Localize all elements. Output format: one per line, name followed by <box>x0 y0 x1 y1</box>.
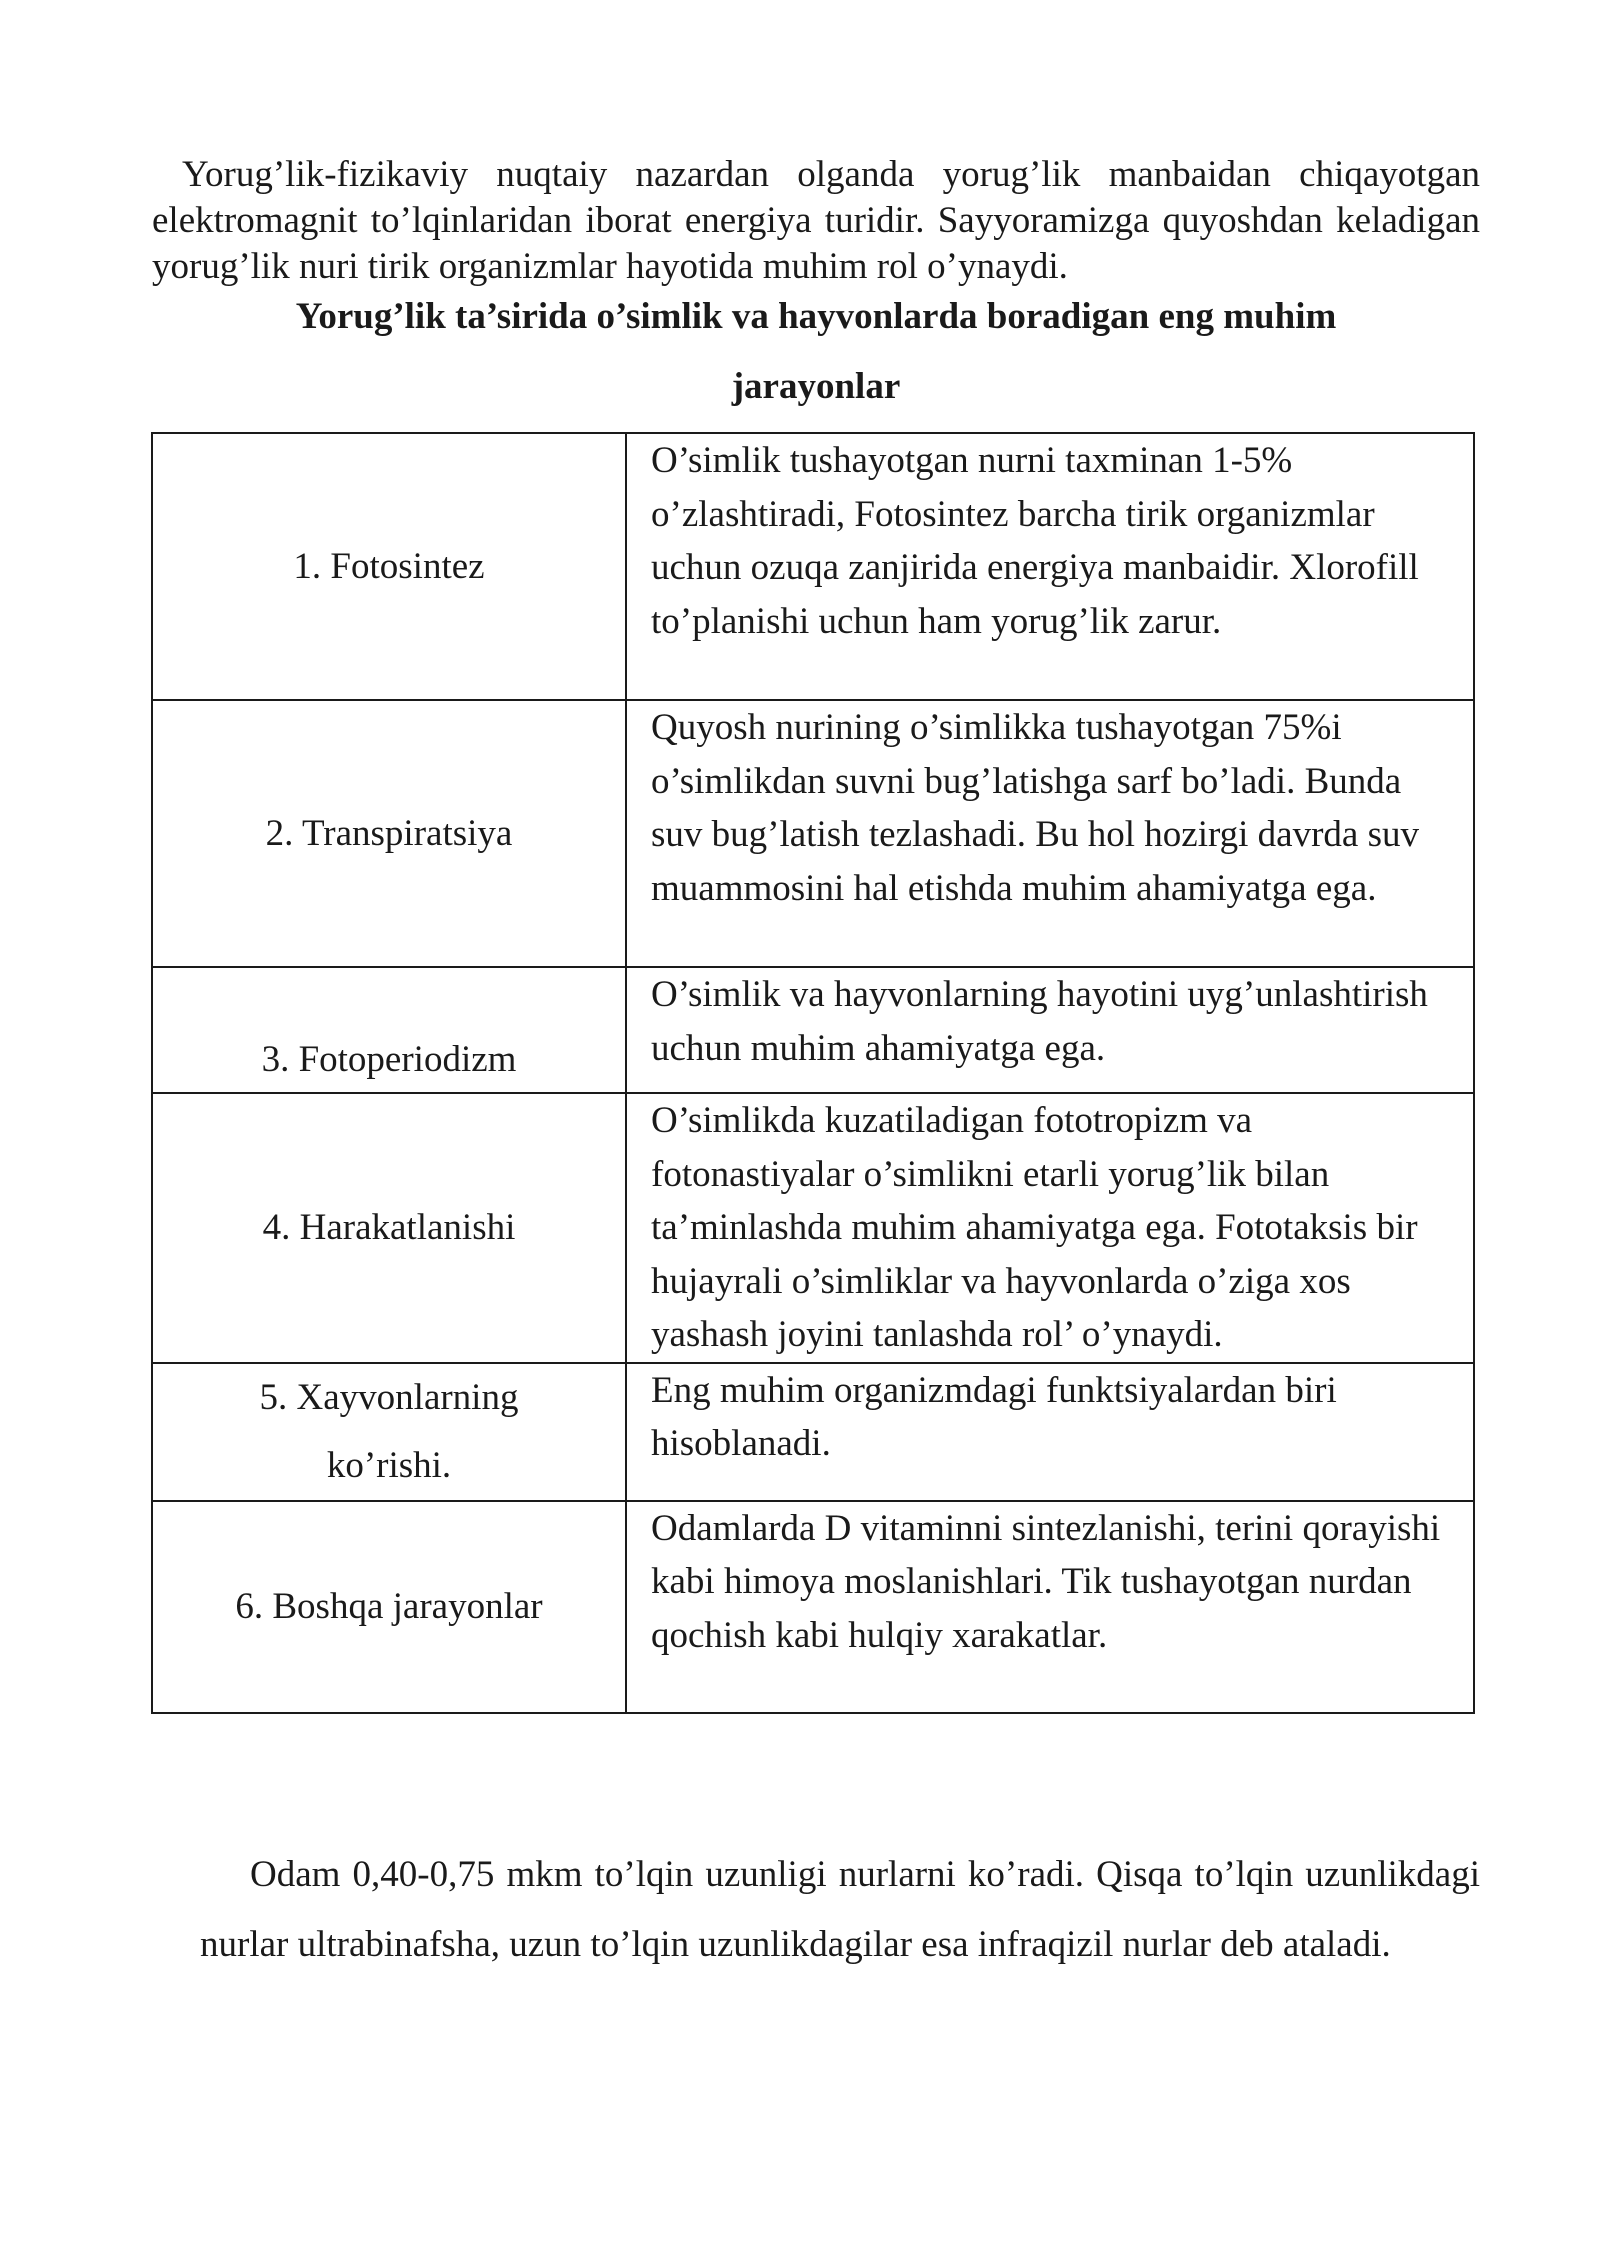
process-description: Quyosh nurining o’simlikka tushayotgan 75%i o’simlikdan suvni bug’latishga sarf bo’ladi. Bunda suv bug’latish tezlashadi. Bu hol hozirgi davrda suv muammosini hal etishda muhim ahamiyatga ega. <box>626 700 1474 967</box>
table-row <box>152 433 1474 700</box>
process-description: O’simlikda kuzatiladigan fototropizm va fotonastiyalar o’simlikni etarli yorug’lik bilan ta’minlashda muhim ahamiyatga ega. Fototaksis bir hujayrali o’simliklar va hayvonlarda o’ziga xos yashash joyini tanlashda rol’ o’ynaydi. <box>626 1093 1474 1363</box>
table-row <box>152 700 1474 967</box>
table-row <box>152 1501 1474 1713</box>
process-name: 4. Harakatlanishi <box>152 1093 626 1363</box>
process-name <box>152 1363 626 1501</box>
intro-paragraph: Yorug’lik-fizikaviy nuqtaiy nazardan olganda yorug’lik manbaidan chiqayotgan elektromagnit to’lqinlaridan iborat energiya turidir. Sayyoramizga quyoshdan keladigan yorug’lik nuri tirik organizmlar hayotida muhim rol o’ynaydi. <box>152 154 1480 287</box>
process-name-line1: 5. Xayvonlarning <box>259 1376 519 1418</box>
process-description: Eng muhim organizmdagi funktsiyalardan biri hisoblanadi. <box>626 1363 1474 1501</box>
process-name: 6. Boshqa jarayonlar <box>152 1501 626 1713</box>
process-description: O’simlik tushayotgan nurni taxminan 1-5% o’zlashtiradi, Fotosintez barcha tirik organizmlar uchun ozuqa zanjirida energiya manbaidir. Xlorofill to’planishi uchun ham yorug’lik zarur. <box>626 433 1474 700</box>
table-heading-line1: Yorug’lik ta’sirida o’simlik va hayvonlarda boradigan eng muhim <box>295 296 1337 337</box>
process-name-line2: ko’rishi. <box>326 1444 452 1486</box>
table-heading-line2: jarayonlar <box>731 366 901 407</box>
table-row <box>152 1093 1474 1363</box>
process-name: 1. Fotosintez <box>152 433 626 700</box>
process-description: Odamlarda D vitaminni sintezlanishi, terini qorayishi kabi himoya moslanishlari. Tik tushayotgan nurdan qochish kabi hulqiy xarakatlar. <box>626 1501 1474 1713</box>
process-name: 2. Transpiratsiya <box>152 700 626 967</box>
table-row <box>152 1363 1474 1501</box>
outro-paragraph: Odam 0,40-0,75 mkm to’lqin uzunligi nurlarni ko’radi. Qisqa to’lqin uzunlikdagi nurlar ultrabinafsha, uzun to’lqin uzunlikdagilar esa infraqizil nurlar deb ataladi. <box>200 1854 1480 1965</box>
processes-table <box>151 432 1475 1714</box>
table-row <box>152 967 1474 1093</box>
process-description: O’simlik va hayvonlarning hayotini uyg’unlashtirish uchun muhim ahamiyatga ega. <box>626 967 1474 1093</box>
process-name: 3. Fotoperiodizm <box>152 967 626 1093</box>
